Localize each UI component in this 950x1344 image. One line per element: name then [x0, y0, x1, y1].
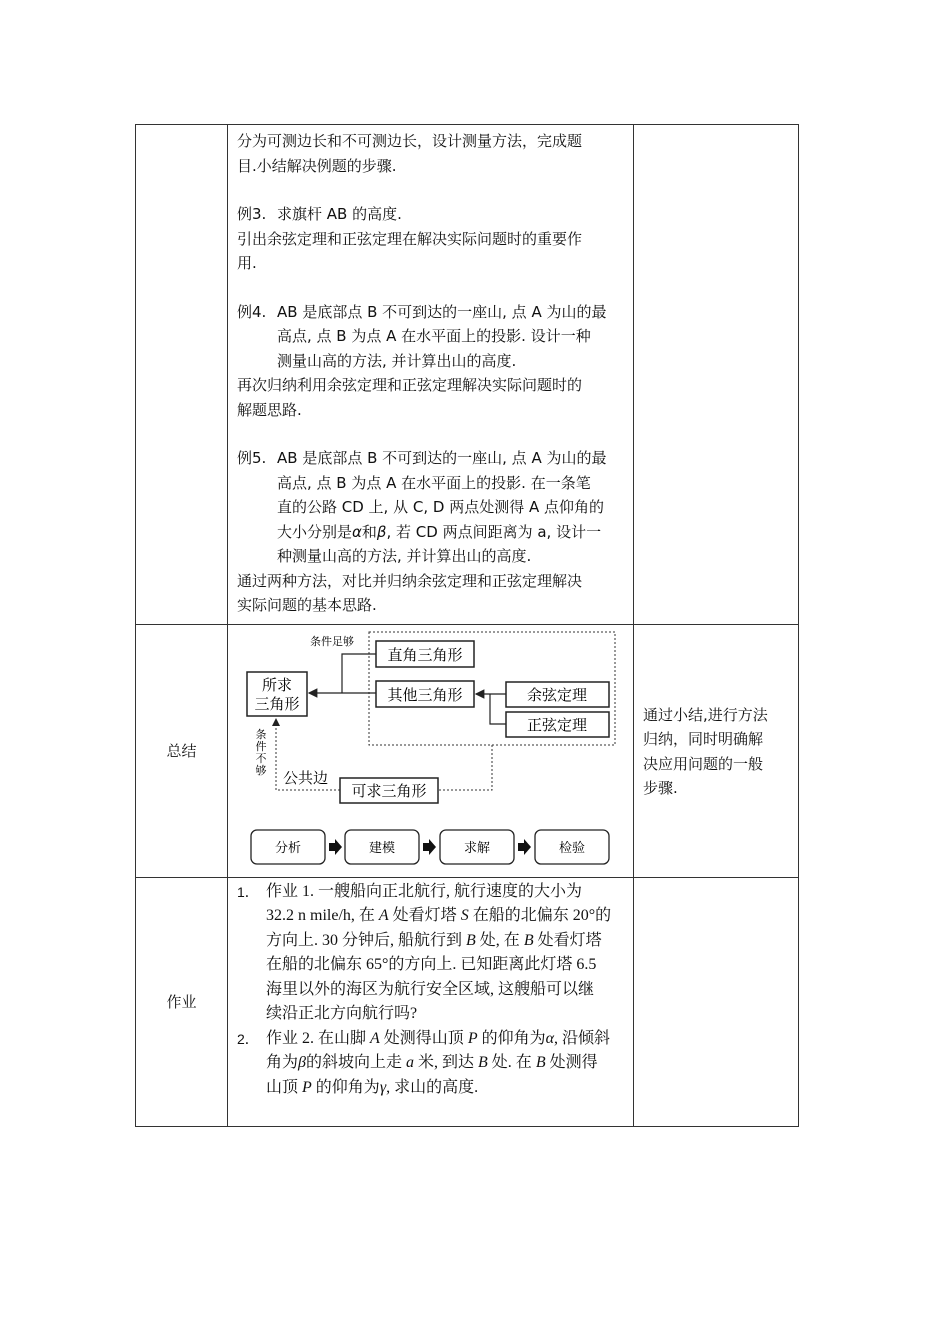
example-text: 测量山高的方法, 并计算出山的高度. [277, 351, 517, 370]
summary-diagram-cell [228, 624, 634, 877]
step-label: 检验 [558, 840, 586, 856]
example-3 [237, 202, 625, 227]
homework-label: 作业 [136, 877, 228, 1126]
var-b: B [478, 1054, 488, 1071]
step-label: 建模 [368, 840, 396, 856]
step-label: 求解 [463, 840, 491, 856]
text-run: 米, 到达 [414, 1054, 479, 1071]
examples-row [136, 125, 799, 625]
alpha-symbol: α [352, 522, 362, 541]
example-label: 例5. [237, 449, 267, 467]
homework-text [266, 1076, 625, 1101]
example-note: 引出余弦定理和正弦定理在解决实际问题时的重要作 [237, 229, 583, 248]
insufficient-label-char: 件 [255, 739, 267, 753]
connector-right-triangle [342, 654, 376, 693]
summary-notes-cell [634, 624, 799, 877]
example-text: 求旗杆 AB 的高度. [277, 205, 402, 223]
var-a: A [370, 1029, 380, 1047]
homework-text [266, 929, 625, 954]
common-side-label: 公共边 [283, 768, 329, 787]
example-text [277, 520, 625, 545]
homework-text: 海里以外的海区为航行安全区域, 这艘船可以继 [266, 980, 595, 998]
sufficient-label: 条件足够 [310, 634, 354, 648]
text-run: , 求山的高度. [386, 1078, 479, 1096]
step-solving [440, 830, 514, 864]
example-text: AB 是底部点 B 不可到达的一座山, 点 A 为山的最 [277, 449, 607, 467]
example-text: 高点, 点 B 为点 A 在水平面上的投影. 设计一种 [277, 327, 591, 345]
text-run: 方向上. 30 分钟后, 船航行到 [266, 931, 467, 949]
step-label: 分析 [274, 840, 302, 856]
step-arrow-icon [423, 839, 436, 855]
text-run: 大小分别是 [277, 522, 353, 541]
homework-text [266, 904, 625, 929]
insufficient-label-char: 条 [255, 727, 267, 741]
homework-item-1 [237, 880, 625, 1027]
example-note: 实际问题的基本思路. [237, 596, 377, 614]
step-arrow-icon [329, 839, 342, 855]
homework-text [266, 1051, 625, 1076]
intro-line: 目.小结解决例题的步骤. [237, 156, 397, 175]
var-s: S [460, 907, 469, 924]
text-run: 作业 2. 在山脚 [266, 1029, 371, 1047]
other-triangle-label: 其他三角形 [387, 685, 463, 704]
text-run: 角为 [266, 1054, 299, 1071]
example-note: 通过两种方法，对比并归纳余弦定理和正弦定理解决 [237, 571, 583, 590]
homework-number: 2． [237, 1030, 259, 1047]
example-label: 例4. [237, 302, 267, 321]
text-run: 处看灯塔 [388, 907, 461, 924]
intro-line: 分为可测边长和不可测边长，设计测量方法，完成题 [237, 132, 583, 150]
text-run: 的仰角为 [311, 1078, 380, 1096]
var-b: B [535, 1054, 546, 1071]
gamma-symbol: γ [379, 1078, 387, 1096]
step-checking [535, 830, 609, 864]
homework-item-2 [237, 1027, 625, 1101]
example-text: 高点, 点 B 为点 A 在水平面上的投影. 在一条笔 [277, 473, 591, 492]
summary-note-line: 通过小结,进行方法 [643, 705, 768, 724]
lesson-plan-table [135, 124, 799, 1127]
text-run: 处. 在 [487, 1054, 536, 1071]
text-run: 山顶 [266, 1078, 303, 1096]
beta-symbol: β [298, 1054, 306, 1071]
example-text: AB 是底部点 B 不可到达的一座山, 点 A 为山的最 [277, 302, 607, 321]
var-a: A [378, 907, 389, 924]
homework-notes-cell [634, 877, 799, 1126]
insufficient-label-char: 够 [255, 763, 267, 777]
text-run: 处测得山顶 [379, 1029, 468, 1047]
step-analysis [251, 830, 325, 864]
right-triangle-label: 直角三角形 [387, 645, 463, 664]
homework-text [266, 1027, 625, 1052]
target-triangle-line2: 三角形 [254, 694, 300, 713]
var-p: P [302, 1078, 312, 1096]
var-b: B [466, 931, 476, 949]
examples-content-cell [228, 125, 634, 625]
var-p: P [467, 1029, 478, 1047]
text-run: 和 [361, 522, 377, 541]
text-run: 的仰角为 [477, 1029, 546, 1047]
example-label: 例3. [237, 205, 267, 223]
summary-note-line: 归纳，同时明确解 [643, 730, 764, 748]
summary-note-line: 步骤. [643, 779, 678, 797]
beta-symbol: β [376, 522, 387, 541]
text-run: 在船的北偏东 20°的 [468, 907, 612, 924]
text-run: 处测得 [545, 1054, 598, 1071]
example-note: 解题思路. [237, 400, 302, 419]
step-modeling [345, 830, 419, 864]
target-triangle-line1: 所求 [261, 675, 293, 694]
insufficient-label-char: 不 [255, 751, 267, 765]
example-5 [237, 446, 625, 569]
homework-text: 续沿正北方向航行吗? [266, 1005, 418, 1022]
step-arrow-icon [518, 839, 531, 855]
example-note: 用. [237, 254, 257, 272]
text-run: 处看灯塔 [533, 931, 602, 949]
homework-row [136, 877, 799, 1126]
text-run: , 沿倾斜 [554, 1029, 611, 1047]
summary-row [136, 624, 799, 877]
homework-number: 1． [237, 883, 259, 900]
example-text: 种测量山高的方法, 并计算出山的高度. [277, 547, 532, 565]
var-b: B [523, 931, 534, 949]
connector-sine [490, 694, 506, 724]
example-4 [237, 300, 625, 374]
solvable-triangle-label: 可求三角形 [351, 781, 427, 800]
example-text: 直的公路 CD 上, 从 C, D 两点处测得 A 点仰角的 [277, 498, 604, 516]
examples-label-cell [136, 125, 228, 625]
alpha-symbol: α [545, 1029, 555, 1047]
example-note: 再次归纳利用余弦定理和正弦定理解决实际问题时的 [237, 376, 583, 394]
cosine-law-label: 余弦定理 [526, 685, 588, 704]
var-a-lower: a [406, 1054, 414, 1071]
summary-flow-diagram [228, 625, 633, 873]
summary-label: 总结 [136, 624, 228, 877]
sine-law-label: 正弦定理 [526, 715, 588, 734]
homework-content-cell [228, 877, 634, 1126]
homework-text: 在船的北偏东 65°的方向上. 已知距离此灯塔 6.5 [266, 956, 597, 973]
text-run: 处, 在 [475, 931, 524, 949]
examples-notes-cell [634, 125, 799, 625]
text-run: , 若 CD 两点间距离为 a, 设计一 [386, 522, 602, 541]
homework-text: 作业 1. 一艘船向正北航行, 航行速度的大小为 [266, 882, 583, 900]
text-run: 32.2 n mile/h, 在 [266, 907, 379, 924]
text-run: 的斜坡向上走 [305, 1054, 406, 1071]
summary-note-line: 决应用问题的一般 [643, 754, 764, 773]
